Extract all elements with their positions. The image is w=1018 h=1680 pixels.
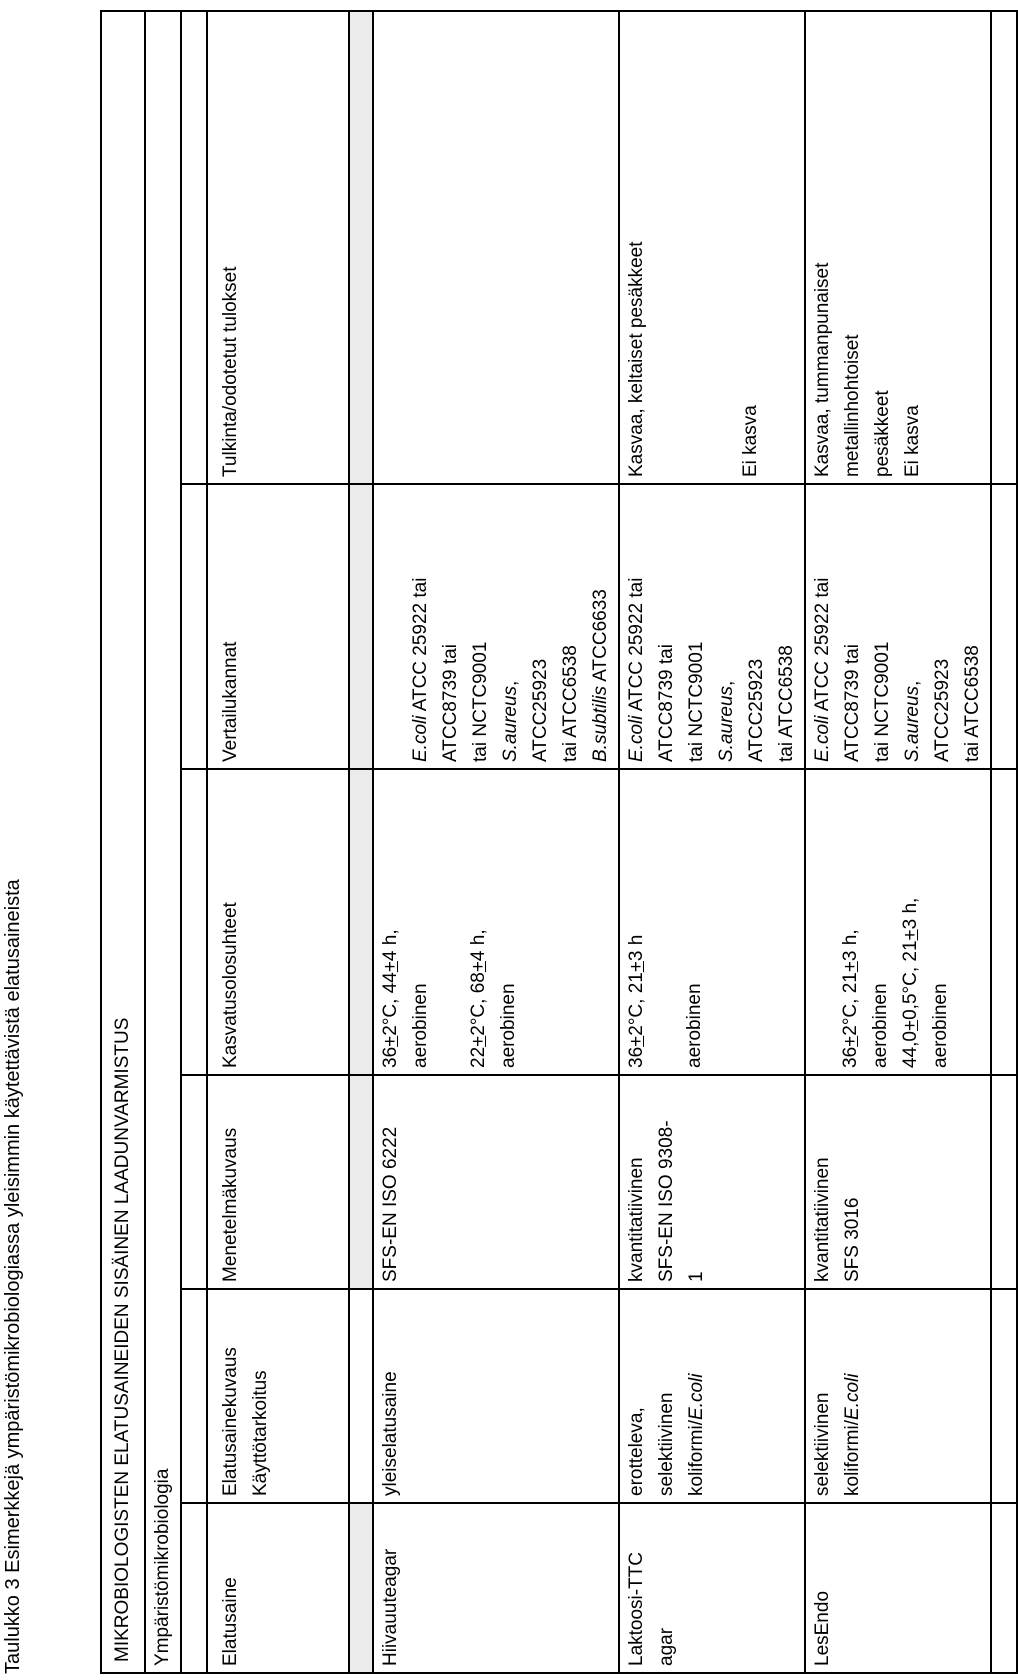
header-tulkinta: Tulkinta/odotetut tulokset bbox=[207, 11, 349, 484]
cell-kasvatus: 36+2°C, 44+4 h, aerobinen 22+2°C, 68+4 h, aerobinen bbox=[373, 769, 619, 1075]
cell-vertailu: E.coli ATCC 25922 tai ATCC8739 tai tai NCTC9001 S.aureus, ATCC25923 tai ATCC6538 bbox=[805, 484, 991, 769]
cell-elatusaine: Hiivauuteagar bbox=[373, 1503, 619, 1673]
table-title: MIKROBIOLOGISTEN ELATUSAINEIDEN SISÄINEN LAADUNVARMISTUS bbox=[112, 1017, 133, 1662]
table-subtitle-cell bbox=[145, 11, 181, 1673]
table-row bbox=[619, 11, 805, 1673]
table-title-cell bbox=[101, 11, 145, 1673]
cell-menetelma: kvantitatiivinen SFS-EN ISO 9308- 1 bbox=[619, 1075, 805, 1289]
cell-menetelma: kvantitatiivinen SFS 3016 bbox=[805, 1075, 991, 1289]
header-kuvaus: Elatusainekuvaus Käyttötarkoitus bbox=[207, 1289, 349, 1503]
shaded-row bbox=[349, 11, 373, 1673]
header-elatusaine: Elatusaine bbox=[207, 1503, 349, 1673]
spacer-row bbox=[181, 11, 207, 1673]
cell-tulkinta: Kasvaa, tummanpunaiset metallinhohtoiset pesäkkeet Ei kasva bbox=[805, 11, 991, 484]
cell-elatusaine: LesEndo bbox=[805, 1503, 991, 1673]
header-row bbox=[207, 11, 349, 1673]
quality-table bbox=[100, 10, 1018, 1674]
cell-vertailu: E.coli ATCC 25922 tai ATCC8739 tai tai NCTC9001 S.aureus, ATCC25923 tai ATCC6538 B.subtilis ATCC6633 bbox=[373, 484, 619, 769]
cell-kasvatus: 36+2°C, 21+3 h aerobinen bbox=[619, 769, 805, 1075]
header-menetelma: Menetelmäkuvaus bbox=[207, 1075, 349, 1289]
cell-kuvaus: erotteleva, selektiivinen koliformi/E.coli bbox=[619, 1289, 805, 1503]
table-caption: Taulukko 3 Esimerkkejä ympäristömikrobiologiassa yleisimmin käytettävistä elatusaineista bbox=[2, 879, 24, 1674]
cell-kuvaus: yleiselatusaine bbox=[373, 1289, 619, 1503]
header-kasvatus: Kasvatusolosuhteet bbox=[207, 769, 349, 1075]
cell-vertailu: E.coli ATCC 25922 tai ATCC8739 tai tai NCTC9001 S.aureus, ATCC25923 tai ATCC6538 bbox=[619, 484, 805, 769]
cell-kasvatus: 36+2°C, 21+3 h, aerobinen 44,0+0,5°C, 21+3 h, aerobinen bbox=[805, 769, 991, 1075]
table-row bbox=[373, 11, 619, 1673]
header-vertailu: Vertailukannat bbox=[207, 484, 349, 769]
cell-tulkinta: Kasvaa, keltaiset pesäkkeet Ei kasva bbox=[619, 11, 805, 484]
table-row bbox=[805, 11, 991, 1673]
cell-elatusaine: Laktoosi-TTC agar bbox=[619, 1503, 805, 1673]
table-subtitle: Ympäristömikrobiologia bbox=[152, 1468, 173, 1666]
cell-menetelma: SFS-EN ISO 6222 bbox=[373, 1075, 619, 1289]
cell-tulkinta bbox=[373, 11, 619, 484]
cell-kuvaus: selektiivinen koliformi/E.coli bbox=[805, 1289, 991, 1503]
blank-row bbox=[991, 11, 1017, 1673]
